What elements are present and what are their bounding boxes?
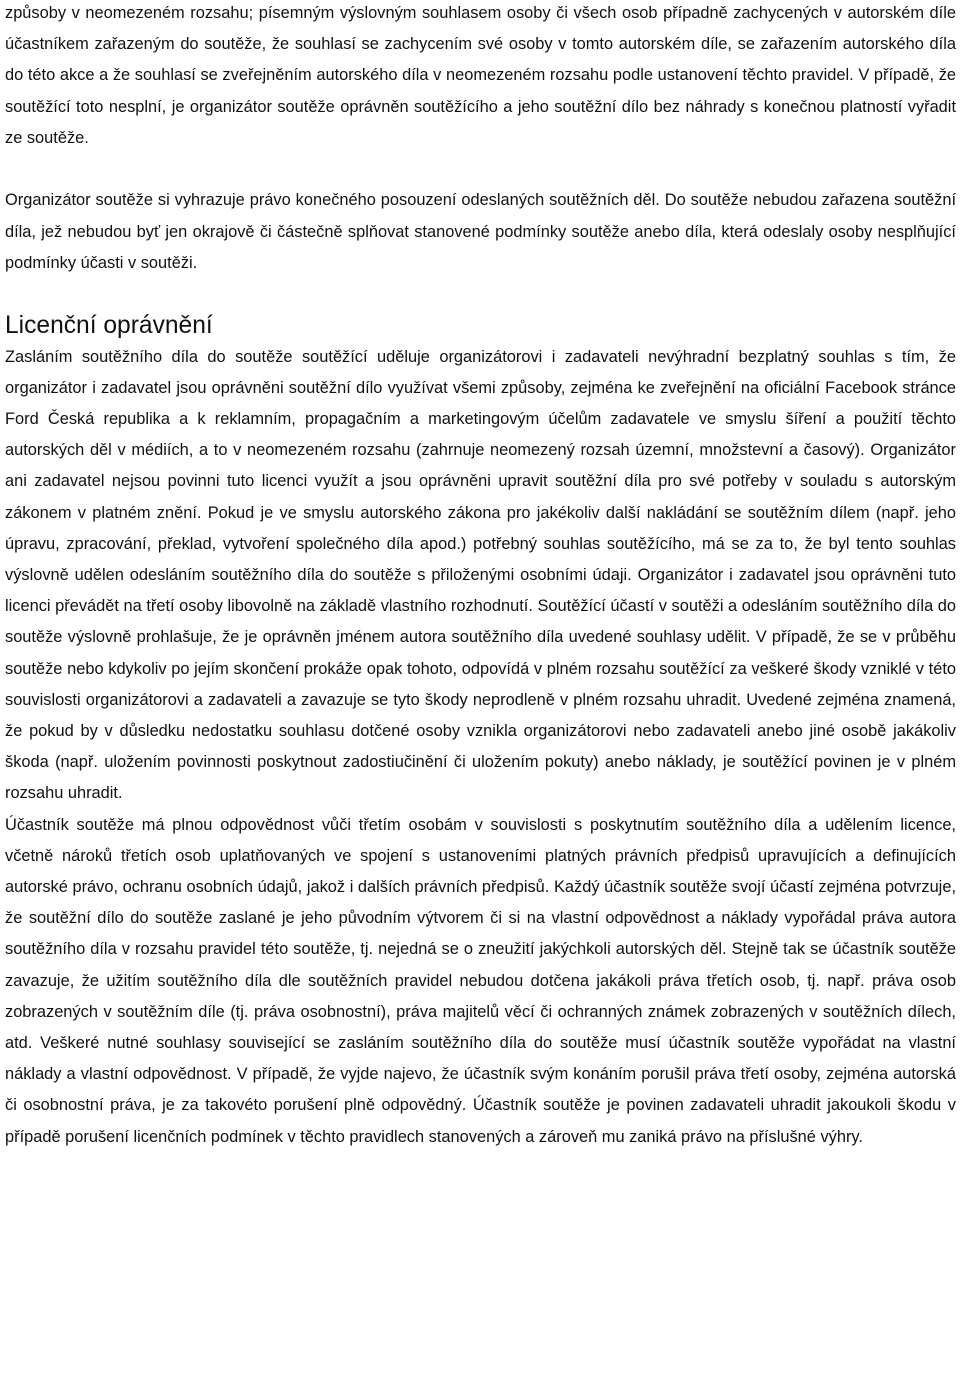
paragraph-text: V případě, že soutěžící toto nesplní, je organizátor soutěže oprávněn soutěžícího a jeho soutěžní dílo bez náhrady s konečnou platností vyřadit ze soutěže. [5, 66, 957, 147]
paragraph-text: Organizátor ani zadavatel nejsou povinni tuto licenci využít a jsou oprávněni upravit soutěžní díla pro své potřeby v souladu s autorským zákonem v platném znění. [5, 441, 956, 522]
paragraph-text: způsoby v neomezeném rozsahu; písemným výslovným souhlasem osoby či všech osob případně zachycených v autorském díle účastníkem zařazeným do soutěže, že souhlasí se zachycením své osoby v tomto autorském díle, se zařazením autorského díla do této akce a že souhlasí se zveřejněním autorského díla v neomezeném rozsahu podle ustanovení těchto pravidel. [5, 4, 956, 85]
paragraph-text: Organizátor soutěže si vyhrazuje právo konečného posouzení odeslaných soutěžních děl. [5, 191, 660, 210]
paragraph-consent [5, 0, 956, 154]
paragraph-spacer [5, 279, 956, 310]
paragraph-text: Veškeré nutné souhlasy související se zasláním soutěžního díla do soutěže musí účastník soutěže vypořádat na vlastní náklady a vlastní odpovědnost. [5, 1034, 956, 1084]
paragraph-text: Zasláním soutěžního díla do soutěže soutěžící uděluje organizátorovi i zadavateli nevýhradní bezplatný souhlas s tím, že organizátor i zadavatel jsou oprávněni soutěžní dílo využívat všemi způsoby, zejména ke zveřejnění na oficiální Facebook stránce Ford Česká republika a k reklamním, propagačním a marketingovým účelům zadavatele ve smyslu šíření a použití těchto autorských děl v médiích, a to v neomezeném rozsahu (zahrnuje neomezený rozsah územní, množstevní a časový). [5, 347, 956, 460]
section-heading: Licenční oprávnění [5, 312, 213, 340]
paragraph-evaluation [5, 185, 956, 279]
paragraph-text: Do soutěže nebudou zařazena soutěžní díla, jež nebudou byť jen okrajově či částečně splňovat stanovené podmínky soutěže anebo díla, která odeslaly osoby nesplňující podmínky účasti v soutěži. [5, 191, 956, 272]
paragraph-liability [5, 810, 956, 1153]
paragraph-text: Pokud je ve smyslu autorského zákona pro jakékoliv další nakládání se soutěžním dílem (např. jeho úpravu, zpracování, překlad, vytvoření společného díla apod.) potřebný souhlas soutěžícího, má se za to, že byl tento souhlas výslovně udělen odesláním soutěžního díla do soutěže s přiloženými osobními údaji. [5, 503, 956, 585]
paragraph-text: Organizátor i zadavatel jsou oprávněni tuto licenci převádět na třetí osoby libovolně na základě vlastního rozhodnutí. [5, 566, 956, 616]
paragraph-spacer [5, 154, 956, 185]
document-page [5, 0, 956, 1153]
paragraph-text: Soutěžící účastí v soutěži a odesláním soutěžního díla do soutěže výslovně prohlašuje, že je oprávněn jménem autora soutěžního díla uvedené souhlasy udělit. [5, 597, 957, 647]
paragraph-text: V případě, že vyjde najevo, že účastník svým konáním porušil práva třetí osoby, zejména autorská či osobnostní práva, je za takovéto porušení plně odpovědný. [5, 1065, 956, 1115]
paragraph-license [5, 342, 956, 810]
paragraph-text: Stejně tak se účastník soutěže zavazuje, že užitím soutěžního díla dle soutěžních pravidel nebudou dotčena jakákoli práva třetích osob, tj. např. práva osob zobrazených v soutěžním díle (tj. práva osobnostní), práva majitelů věcí či ochranných známek zobrazených v soutěžních dílech, atd. [5, 940, 956, 1053]
paragraph-text: Každý účastník soutěže svojí účastí zejména potvrzuje, že soutěžní dílo do soutěže zaslané je jeho původním výtvorem či si na vlastní odpovědnost a náklady vypořádal práva autora soutěžního díla v rozsahu pravidel této soutěže, tj. nejedná se o zneužití jakýchkoli autorských děl. [5, 878, 956, 959]
paragraph-text: Účastník soutěže je povinen zadavateli uhradit jakoukoli škodu v případě porušení licenčních podmínek v těchto pravidlech stanovených a zároveň mu zaniká právo na příslušné výhry. [5, 1096, 956, 1146]
paragraph-text: V případě, že se v průběhu soutěže nebo kdykoliv po jejím skončení prokáže opak tohoto, odpovídá v plném rozsahu soutěžící za veškeré škody vzniklé v této souvislosti organizátorovi a zadavateli a zavazuje se tyto škody neprodleně v plném rozsahu uhradit. [5, 628, 956, 709]
paragraph-text: Účastník soutěže má plnou odpovědnost vůči třetím osobám v souvislosti s poskytnutím soutěžního díla a udělením licence, včetně nároků třetích osob uplatňovaných ve spojení s ustanoveními platných právních předpisů upravujících a definujících autorské právo, ochranu osobních údajů, jakož i dalších právních předpisů. [5, 815, 956, 897]
paragraph-text: Uvedené zejména znamená, že pokud by v důsledku nedostatku souhlasu dotčené osoby vznikla organizátorovi nebo zadavateli anebo jiné osobě jakákoliv škoda (např. uložením povinnosti poskytnout zadostiučinění či uložením pokuty) anebo náklady, je soutěžící povinen je v plném rozsahu uhradit. [5, 690, 956, 803]
